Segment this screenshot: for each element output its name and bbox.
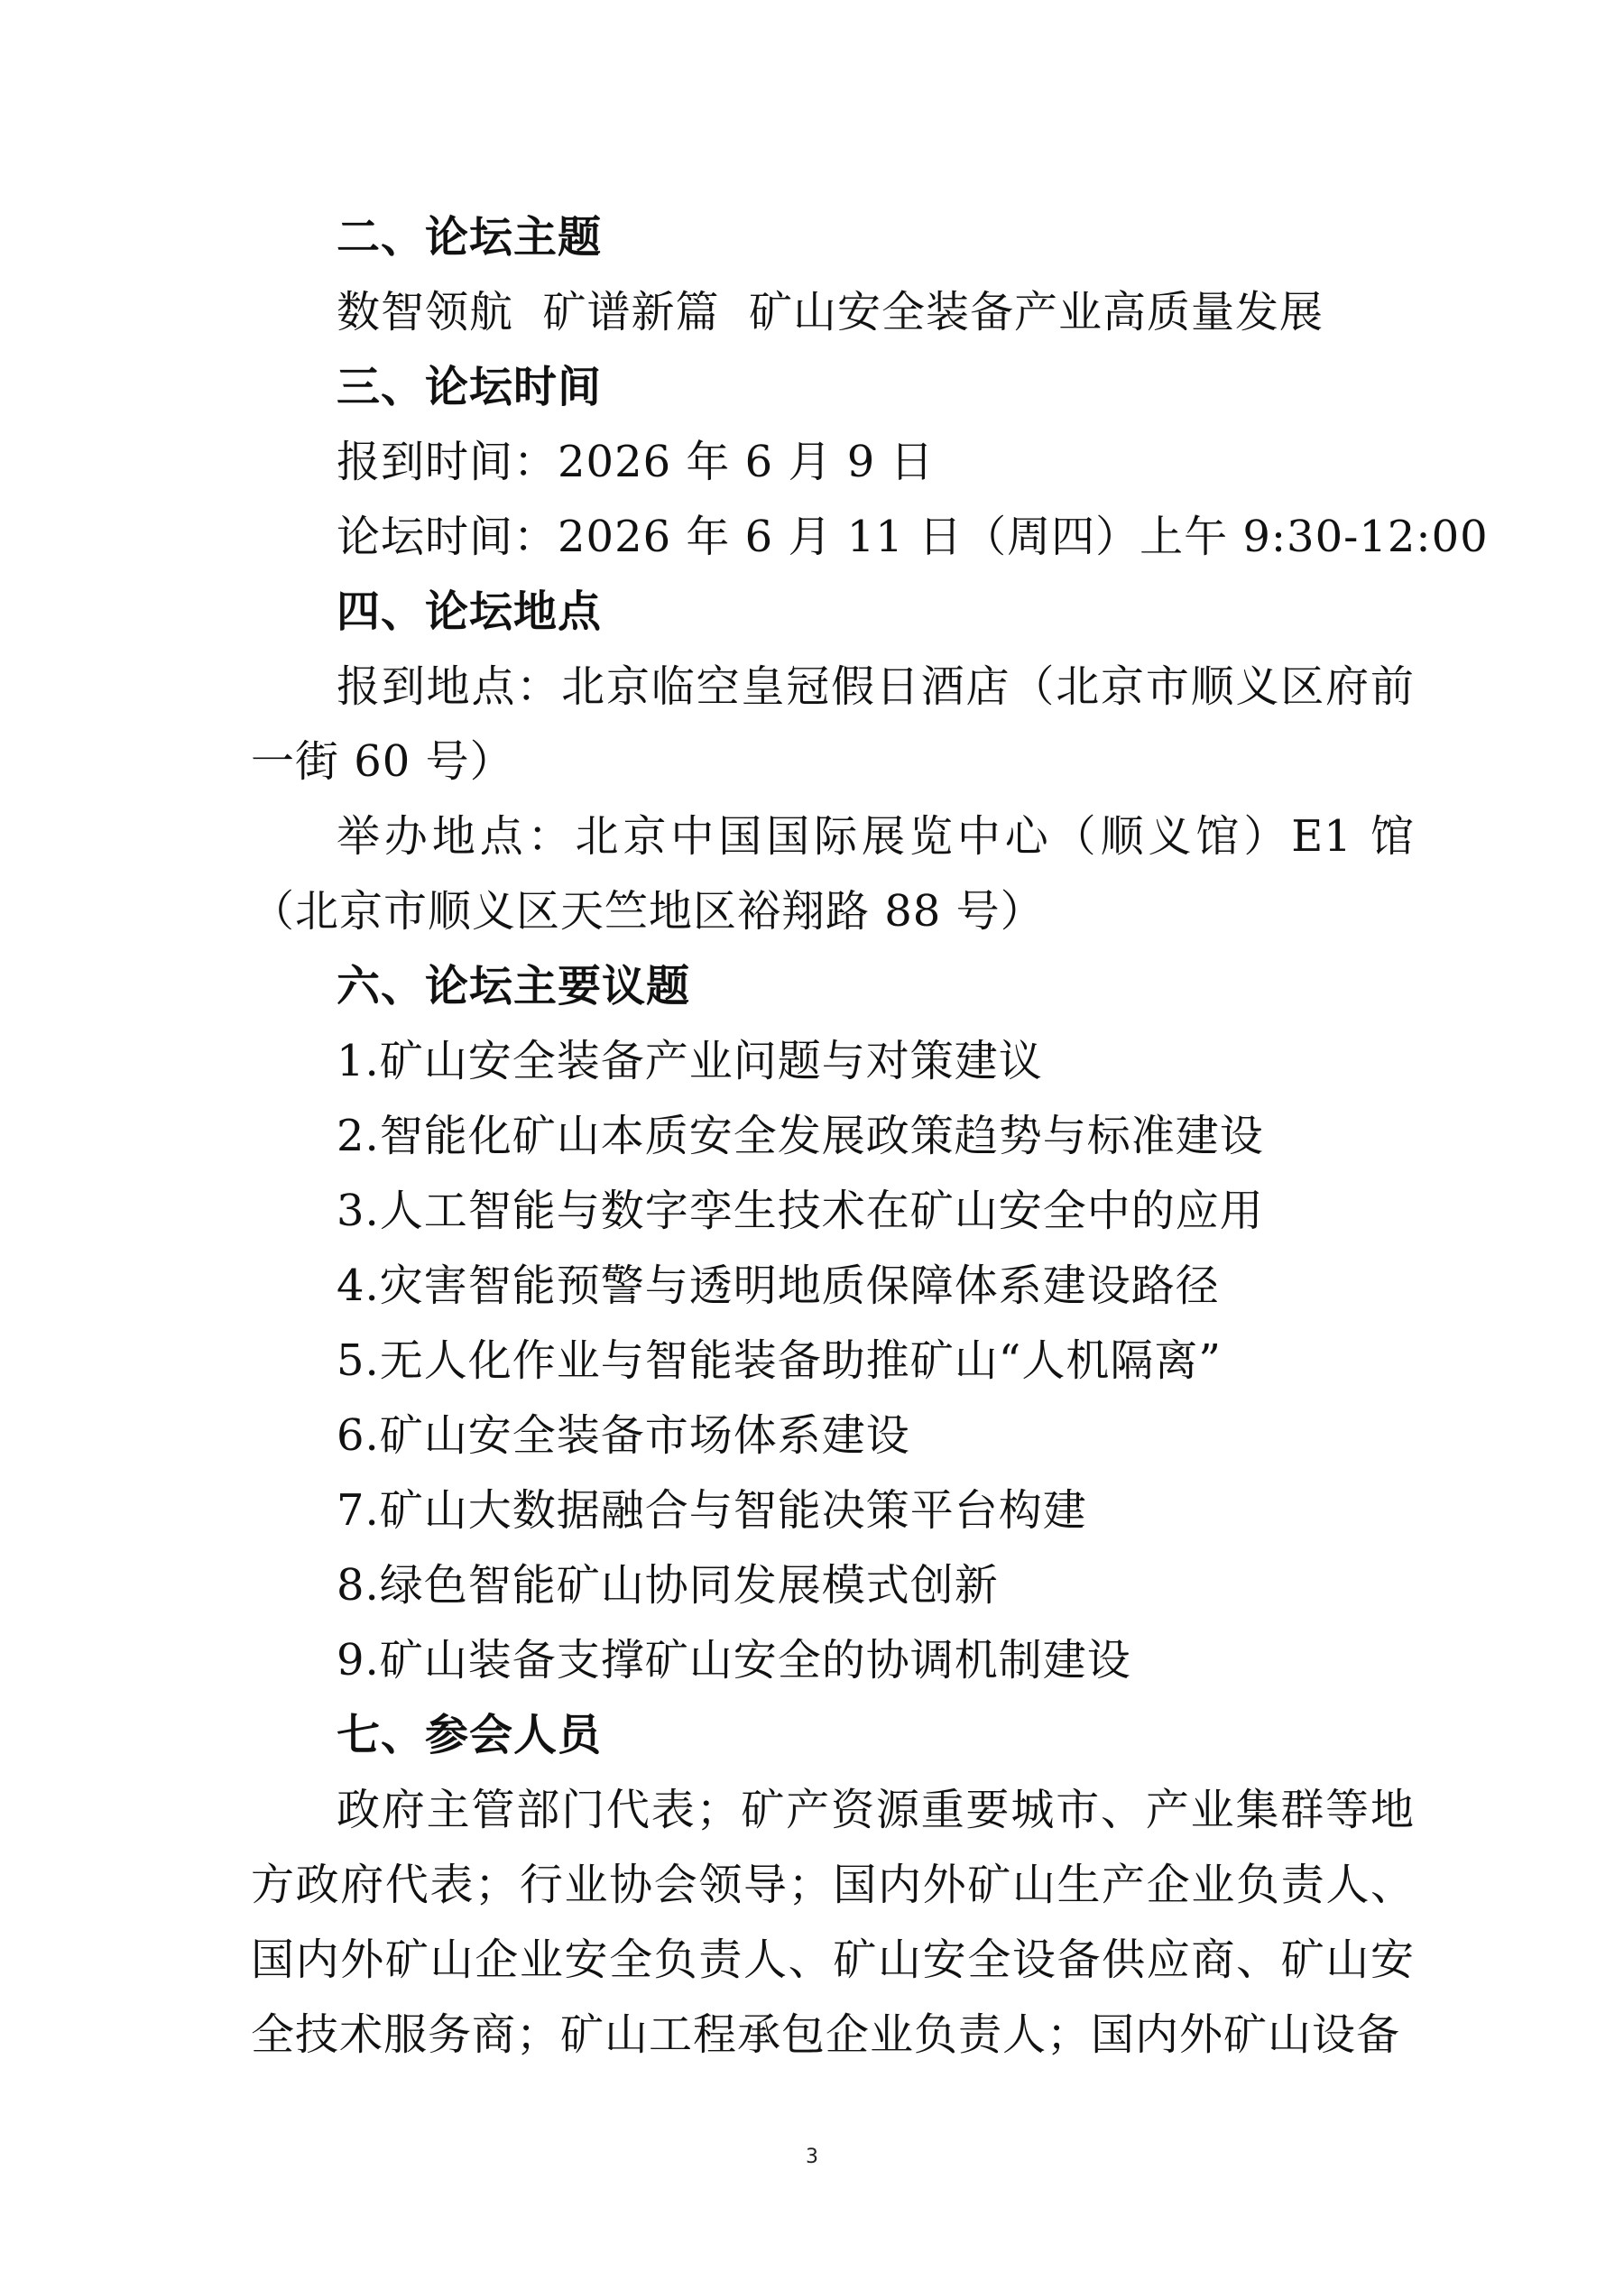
section-heading-topics: 六、论坛主要议题 [337,961,691,1011]
list-item: 9.矿山装备支撑矿山安全的协调机制建设 [337,1635,1131,1685]
section-heading-location: 四、论坛地点 [337,586,603,637]
topics-list [251,1024,1415,1698]
checkin-time-text: 报到时间：2026 年 6 月 9 日 [337,437,935,487]
document-body [251,200,1489,2073]
list-item: 3.人工智能与数字孪生技术在矿山安全中的应用 [337,1186,1264,1236]
venue-text: 举办地点：北京中国国际展览中心（顺义馆）E1 馆（北京市顺义区天竺地区裕翔路 88 号） [251,811,1415,937]
list-item: 8.绿色智能矿山协同发展模式创新 [337,1560,999,1611]
list-item: 1.矿山安全装备产业问题与对策建议 [337,1036,1043,1086]
section-heading-theme: 二、论坛主题 [337,212,603,263]
checkin-location-text: 报到地点：北京临空皇冠假日酒店（北京市顺义区府前一街 60 号） [251,661,1415,787]
list-item: 7.矿山大数据融合与智能决策平台构建 [337,1485,1087,1536]
list-item: 4.灾害智能预警与透明地质保障体系建设路径 [337,1261,1220,1311]
section-heading-participants: 七、参会人员 [337,1710,603,1760]
forum-time-text: 论坛时间：2026 年 6 月 11 日（周四）上午 9:30-12:00 [337,512,1489,562]
participants-text: 政府主管部门代表；矿产资源重要城市、产业集群等地方政府代表；行业协会领导；国内外矿山生产企业负责人、国内外矿山企业安全负责人、矿山安全设备供应商、矿山安全技术服务商；矿山工程承包企业负责人；国内外矿山设备 [251,1785,1415,2060]
list-item: 5.无人化作业与智能装备助推矿山“人机隔离” [337,1335,1222,1386]
page-number: 3 [806,2146,818,2168]
forum-theme-text: 数智领航 矿谱新篇 矿山安全装备产业高质量发展 [337,287,1324,337]
section-heading-time: 三、论坛时间 [337,362,603,412]
list-item: 2.智能化矿山本质安全发展政策趋势与标准建设 [337,1111,1264,1161]
list-item: 6.矿山安全装备市场体系建设 [337,1410,910,1461]
